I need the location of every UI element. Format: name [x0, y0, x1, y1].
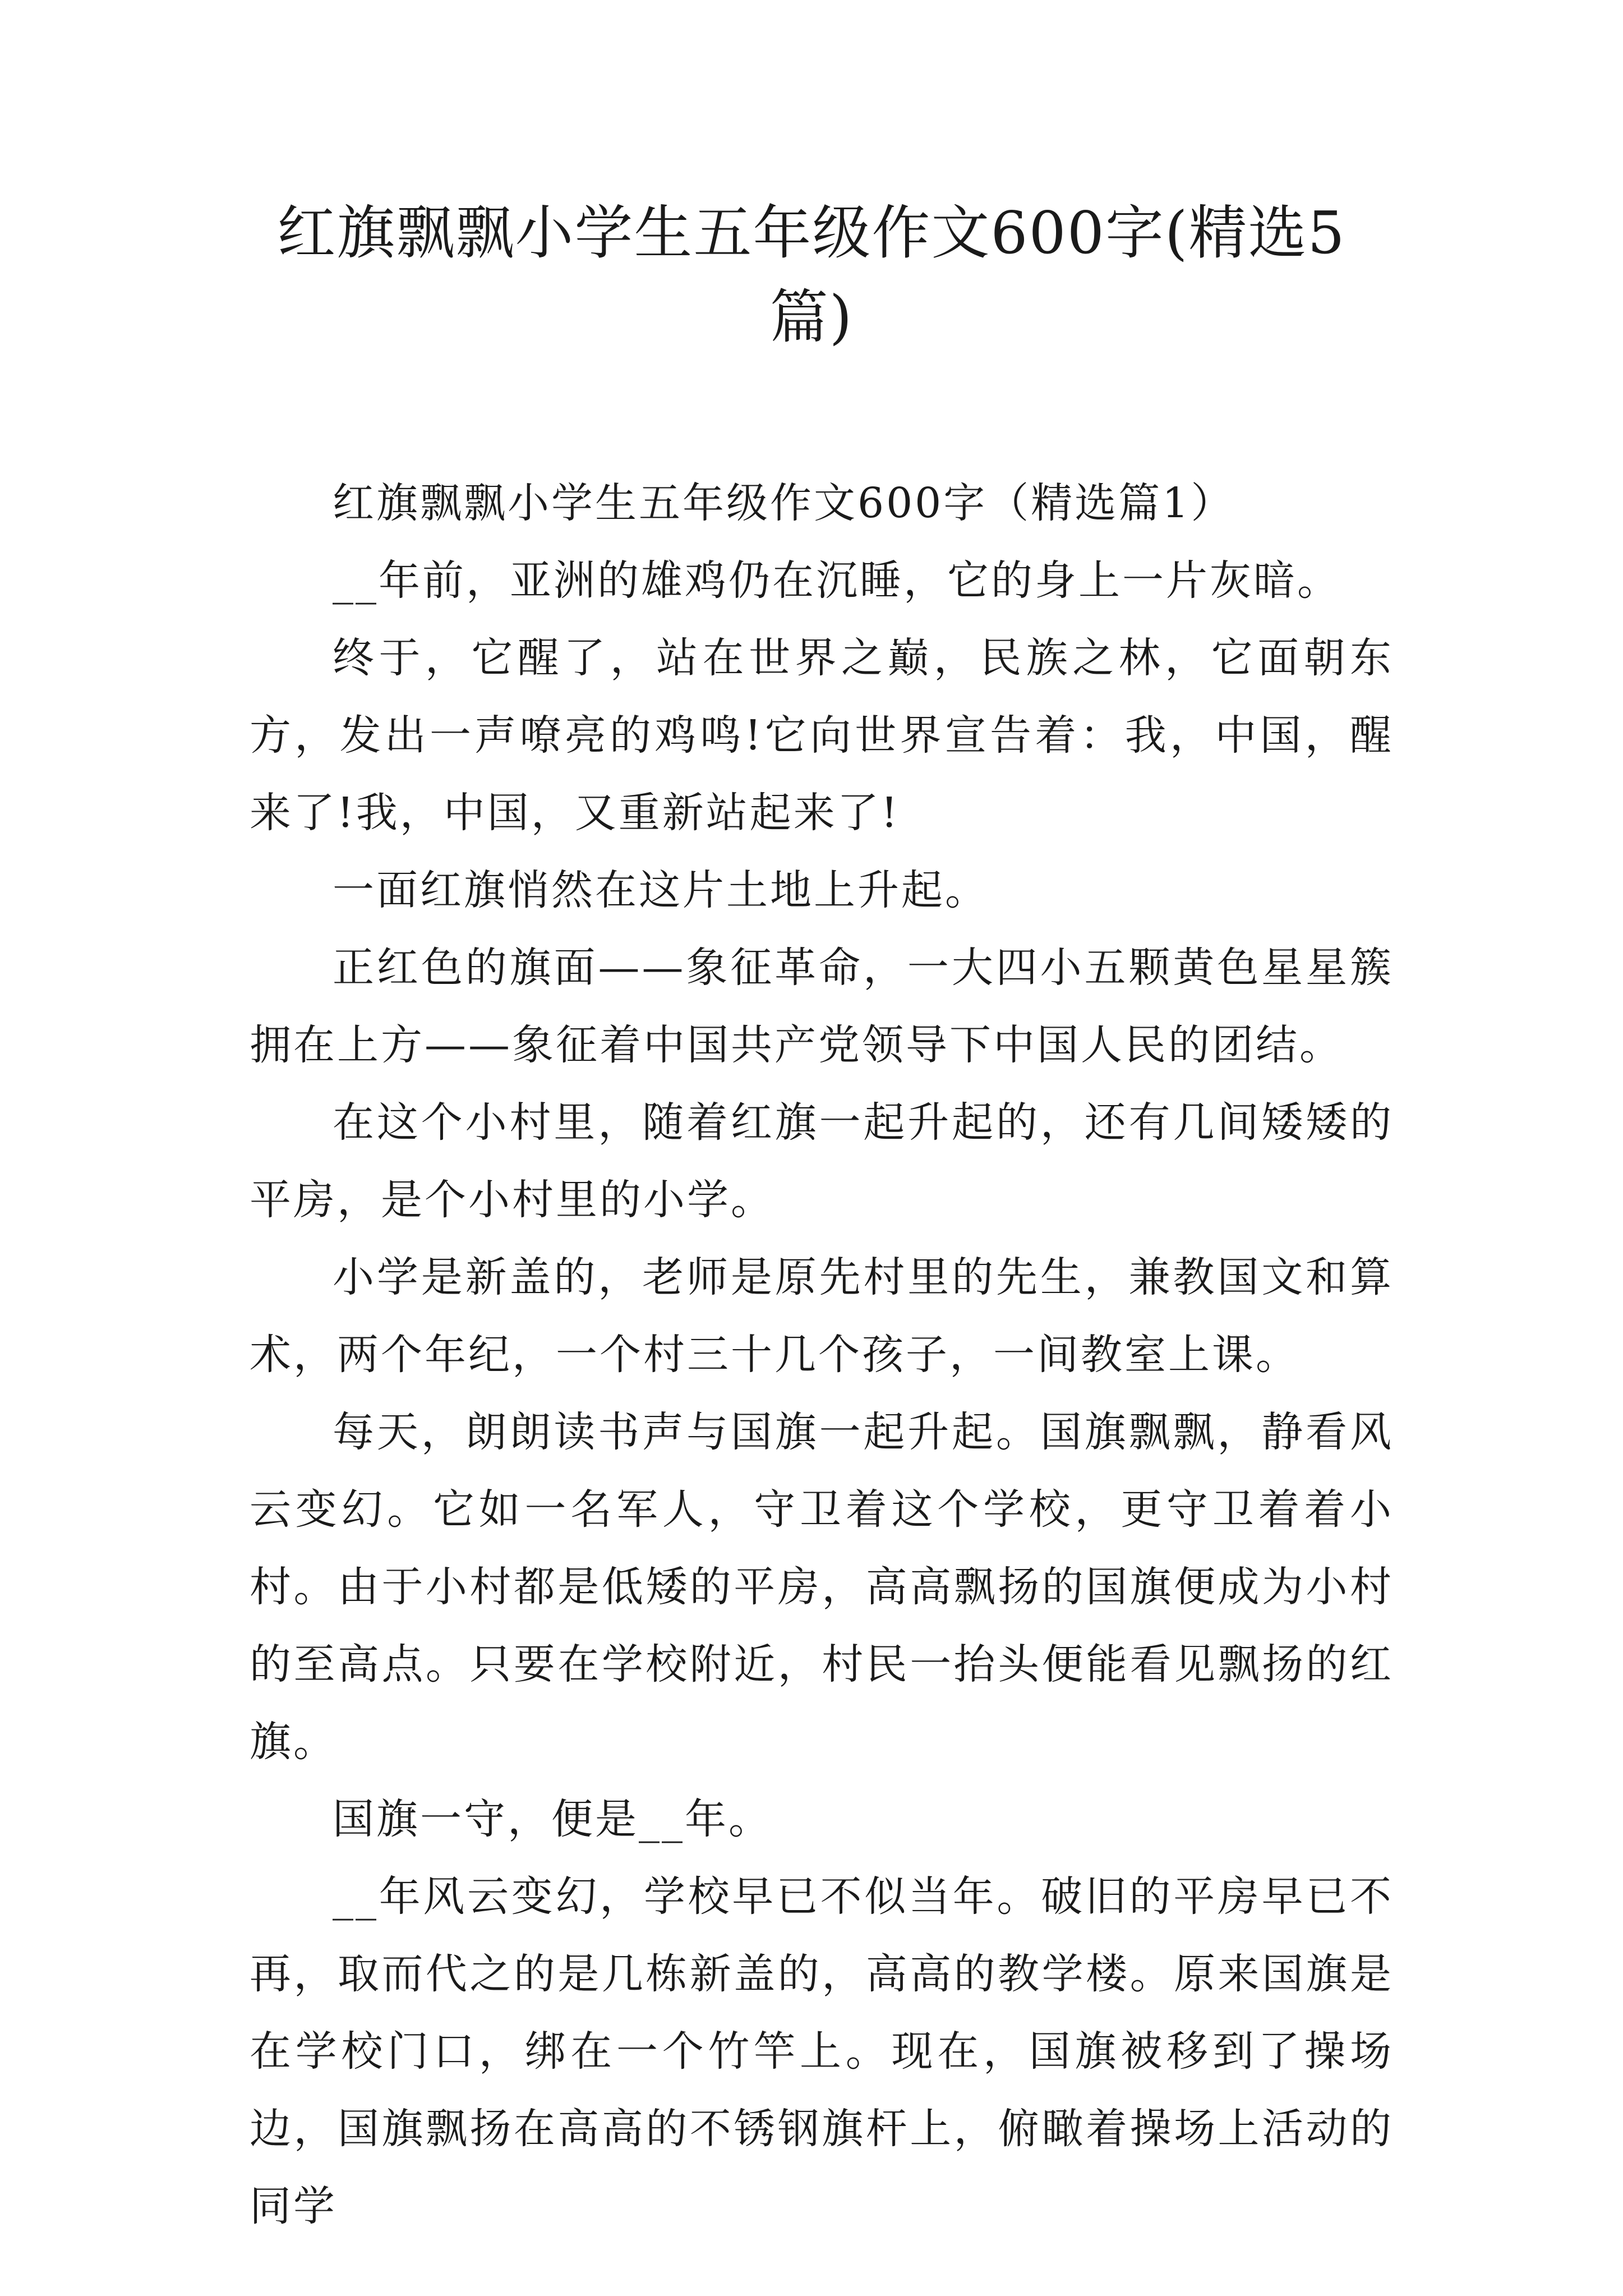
paragraph-5: 正红色的旗面——象征革命，一大四小五颗黄色星星簇拥在上方——象征着中国共产党领导下中国人民的团结。 — [250, 944, 1394, 1069]
paragraph-9: 国旗一守，便是__年。 — [333, 1795, 772, 1843]
paragraph-4: 一面红旗悄然在这片土地上升起。 — [333, 866, 989, 914]
paragraph-3: 终于，它醒了，站在世界之巅，民族之林，它面朝东方，发出一声嘹亮的鸡鸣!它向世界宣告着：我，中国，醒来了!我，中国，又重新站起来了! — [250, 634, 1394, 837]
document-title: 红旗飘飘小学生五年级作文600字(精选5篇) — [277, 199, 1346, 351]
paragraph-10: __年风云变幻，学校早已不似当年。破旧的平房早已不再，取而代之的是几栋新盖的，高高的教学楼。原来国旗是在学校门口，绑在一个竹竿上。现在，国旗被移到了操场边，国旗飘扬在高高的不锈钢旗杆上，俯瞰着操场上活动的同学 — [250, 1872, 1394, 2230]
paragraph-1: 红旗飘飘小学生五年级作文600字（精选篇1） — [333, 479, 1235, 527]
document-body — [250, 464, 1394, 2245]
paragraph-6: 在这个小村里，随着红旗一起升起的，还有几间矮矮的平房，是个小村里的小学。 — [250, 1098, 1394, 1224]
paragraph-2: __年前，亚洲的雄鸡仍在沉睡，它的身上一片灰暗。 — [333, 556, 1341, 605]
paragraph-7: 小学是新盖的，老师是原先村里的先生，兼教国文和算术，两个年纪，一个村三十几个孩子，一间教室上课。 — [250, 1253, 1394, 1379]
paragraph-8: 每天，朗朗读书声与国旗一起升起。国旗飘飘，静看风云变幻。它如一名军人，守卫着这个学校，更守卫着着小村。由于小村都是低矮的平房，高高飘扬的国旗便成为小村的至高点。只要在学校附近，村民一抬头便能看见飘扬的红旗。 — [250, 1408, 1394, 1766]
